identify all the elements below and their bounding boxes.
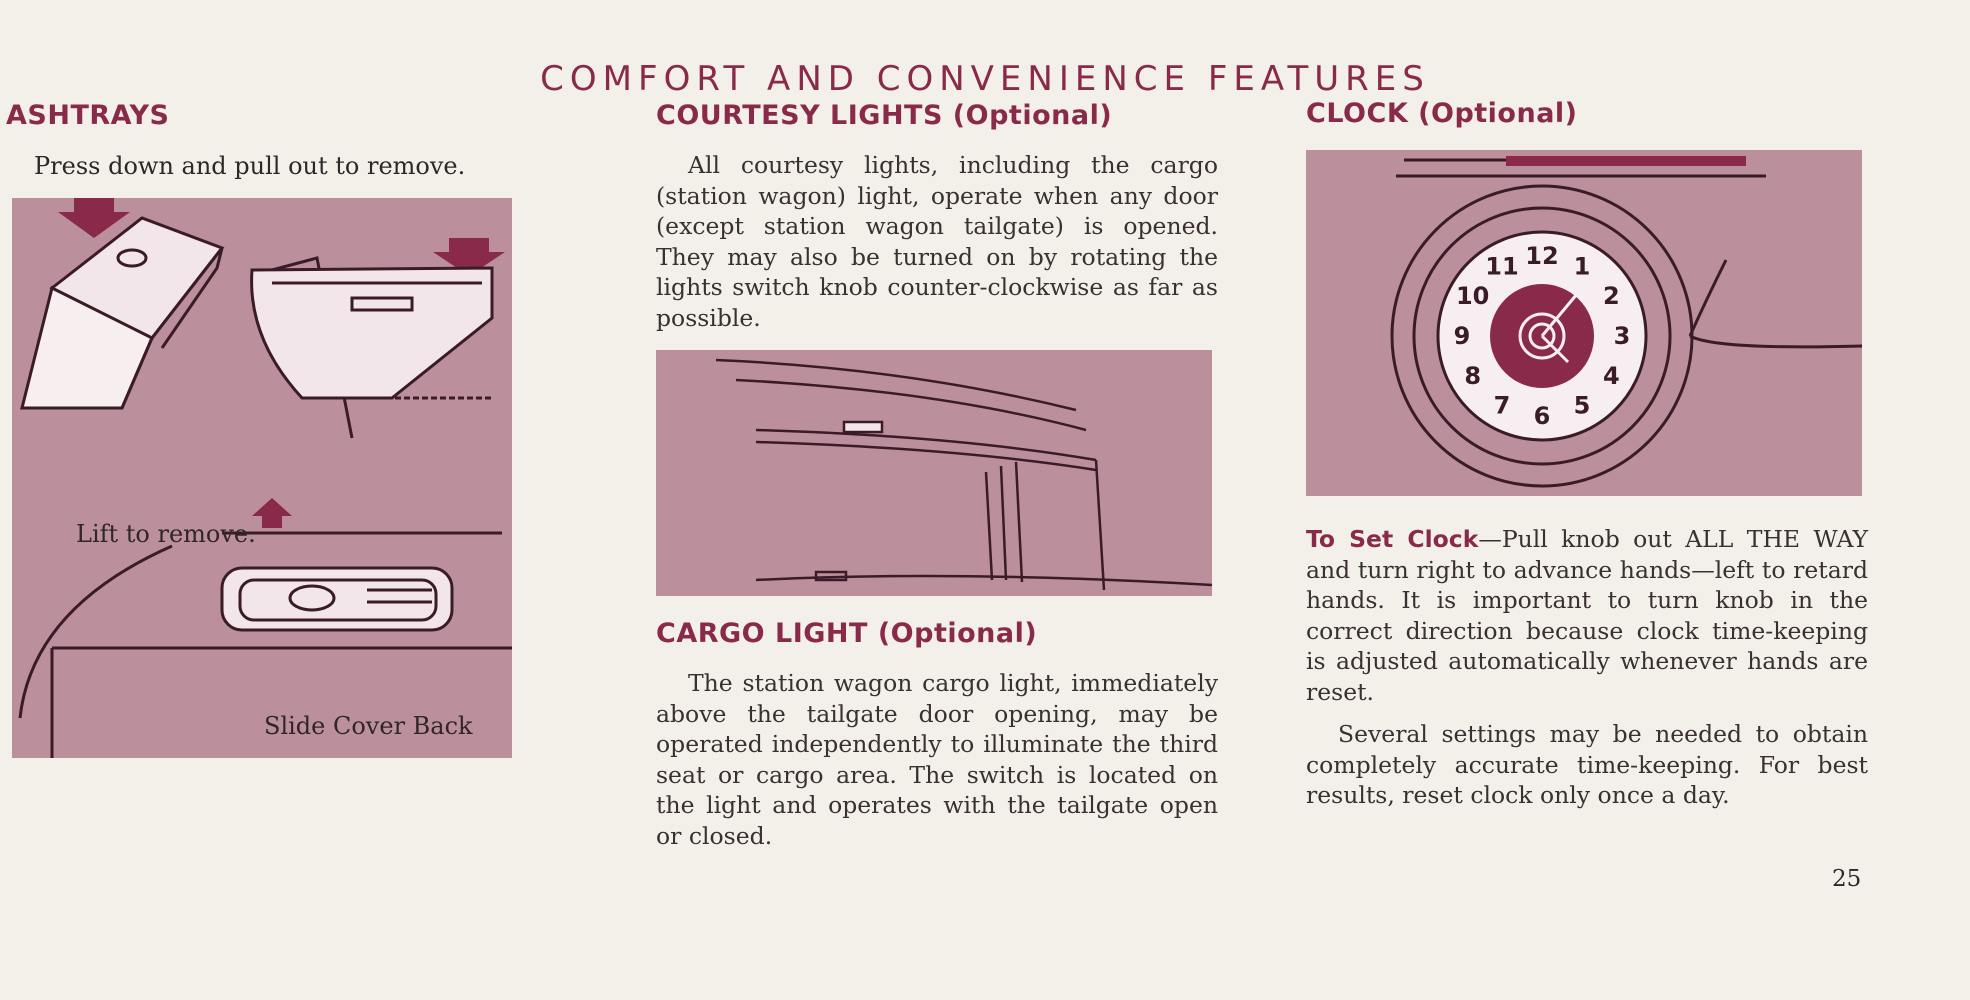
courtesy-lights-heading: COURTESY LIGHTS (Optional) [656, 100, 1113, 131]
clock-illustration [1306, 150, 1862, 496]
clock-numeral-10: 10 [1455, 282, 1490, 310]
set-clock-paragraph [1306, 524, 1868, 707]
clock-settings-note: Several settings may be needed to obtain completely accurate time-keeping. For best results, reset clock only once a day. [1306, 720, 1868, 809]
clock-numeral-3: 3 [1613, 322, 1631, 350]
cargo-light-drawing [656, 350, 1212, 596]
set-clock-instructions [1306, 524, 1868, 811]
clock-heading: CLOCK (Optional) [1306, 98, 1578, 129]
set-clock-body: —Pull knob out ALL THE WAY and turn right to advance hands—left to retard hands. It is important to turn knob in the correct direction because clock time-keeping is adjusted automatically whenever hands are reset. [1306, 525, 1868, 706]
clock-numeral-7: 7 [1493, 391, 1511, 420]
clock-numeral-6: 6 [1533, 402, 1551, 430]
set-clock-lead: To Set Clock [1306, 525, 1479, 553]
ashtray-illustration [12, 198, 512, 758]
courtesy-lights-paragraph: All courtesy lights, including the cargo (station wagon) light, operate when any door (except station wagon tailgate) is opened. They may also be turned on by rotating the lights switch knob counter-clockwise as far as possible. [656, 151, 1218, 332]
caption-lift-to-remove: Lift to remove. [76, 520, 256, 548]
clock-numeral-2: 2 [1602, 282, 1620, 310]
cargo-light-paragraph: The station wagon cargo light, immediately above the tailgate door opening, may be operated independently to illuminate the third seat or cargo area. The switch is located on the light and operates with the tailgate open or closed. [656, 669, 1218, 850]
clock-numeral-9: 9 [1453, 322, 1471, 350]
page-title: COMFORT AND CONVENIENCE FEATURES [540, 58, 1430, 99]
caption-slide-cover-back: Slide Cover Back [264, 712, 473, 740]
clock-numeral-8: 8 [1464, 362, 1482, 390]
page-number: 25 [1832, 866, 1862, 892]
ashtrays-heading: ASHTRAYS [6, 100, 170, 131]
clock-numeral-1: 1 [1573, 252, 1591, 281]
ashtray-drawing [12, 198, 512, 758]
clock-drawing [1306, 150, 1862, 496]
ashtrays-instruction: Press down and pull out to remove. [34, 152, 466, 180]
cargo-light-body [656, 668, 1218, 851]
clock-numeral-4: 4 [1602, 362, 1620, 390]
cargo-light-heading: CARGO LIGHT (Optional) [656, 618, 1038, 649]
courtesy-lights-body [656, 150, 1218, 333]
clock-numeral-12: 12 [1525, 242, 1559, 270]
cargo-light-illustration [656, 350, 1212, 596]
clock-numeral-11: 11 [1485, 252, 1519, 281]
clock-numeral-5: 5 [1573, 391, 1591, 420]
